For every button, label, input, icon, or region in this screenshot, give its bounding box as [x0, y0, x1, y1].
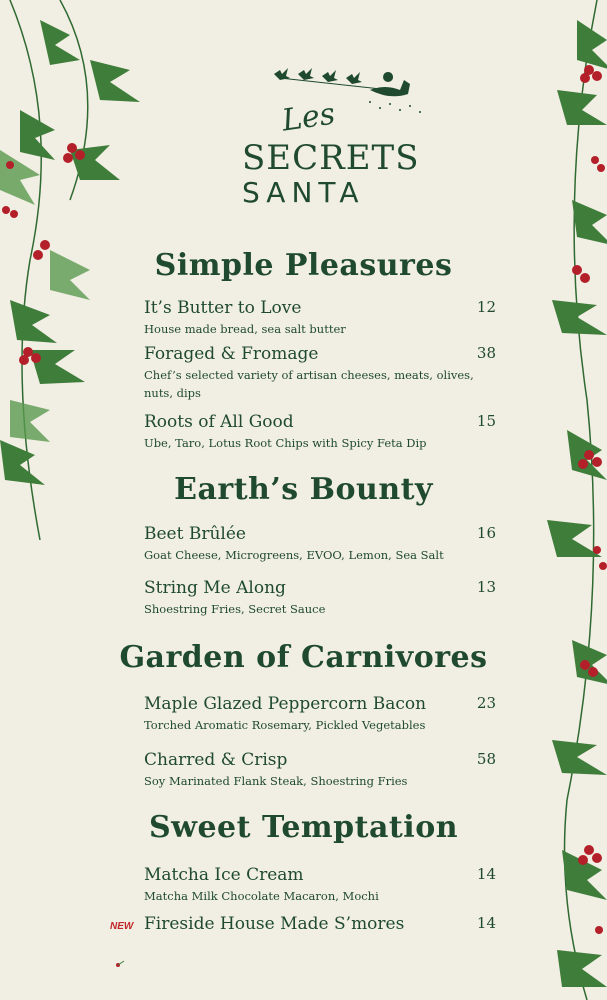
- item-price: 58: [476, 750, 496, 768]
- menu-item: [144, 344, 496, 402]
- item-name: Maple Glazed Peppercorn Bacon: [144, 694, 427, 714]
- item-price: 14: [476, 865, 496, 883]
- menu-item: [144, 914, 496, 934]
- item-description: Soy Marinated Flank Steak, Shoestring Fries: [144, 774, 408, 788]
- logo-les-text: Les: [279, 96, 338, 139]
- item-price: 23: [476, 694, 496, 712]
- item-description: Torched Aromatic Rosemary, Pickled Vegetables: [144, 718, 426, 732]
- logo-santa-text: SANTA: [242, 176, 365, 209]
- item-name: Beet Brûlée: [144, 524, 246, 544]
- item-name: Charred & Crisp: [144, 750, 288, 770]
- menu-item: [144, 578, 496, 618]
- menu-item: [144, 524, 496, 564]
- section-title-simple-pleasures: Simple Pleasures: [154, 248, 453, 283]
- menu-item: [144, 298, 496, 338]
- menu-item: [144, 865, 496, 905]
- item-name: Foraged & Fromage: [144, 344, 319, 364]
- item-description: Goat Cheese, Microgreens, EVOO, Lemon, Sea Salt: [144, 548, 444, 562]
- item-description: Chef’s selected variety of artisan cheeses, meats, olives, nuts, dips: [144, 368, 474, 400]
- item-name: Fireside House Made S’mores: [144, 914, 405, 934]
- section-title-earths-bounty: Earth’s Bounty: [174, 472, 433, 507]
- menu-item: [144, 412, 496, 452]
- item-name: It’s Butter to Love: [144, 298, 302, 318]
- item-description: Ube, Taro, Lotus Root Chips with Spicy Feta Dip: [144, 436, 427, 450]
- item-name: Roots of All Good: [144, 412, 294, 432]
- holly-sprig-icon: [110, 955, 130, 975]
- item-price: 38: [476, 344, 496, 362]
- restaurant-logo: [230, 60, 420, 220]
- section-title-garden-of-carnivores: Garden of Carnivores: [119, 640, 488, 675]
- item-description: Shoestring Fries, Secret Sauce: [144, 602, 326, 616]
- item-price: 14: [476, 914, 496, 932]
- logo-secrets-text: SECRETS: [242, 138, 420, 178]
- item-description: House made bread, sea salt butter: [144, 322, 346, 336]
- item-price: 13: [476, 578, 496, 596]
- item-name: Matcha Ice Cream: [144, 865, 304, 885]
- item-description: Matcha Milk Chocolate Macaron, Mochi: [144, 889, 379, 903]
- section-title-sweet-temptation: Sweet Temptation: [148, 810, 459, 845]
- menu-item: [144, 694, 496, 734]
- new-badge: NEW: [110, 921, 134, 932]
- menu-item: [144, 750, 496, 790]
- item-price: 16: [476, 524, 496, 542]
- item-name: String Me Along: [144, 578, 286, 598]
- item-price: 15: [476, 412, 496, 430]
- item-price: 12: [476, 298, 496, 316]
